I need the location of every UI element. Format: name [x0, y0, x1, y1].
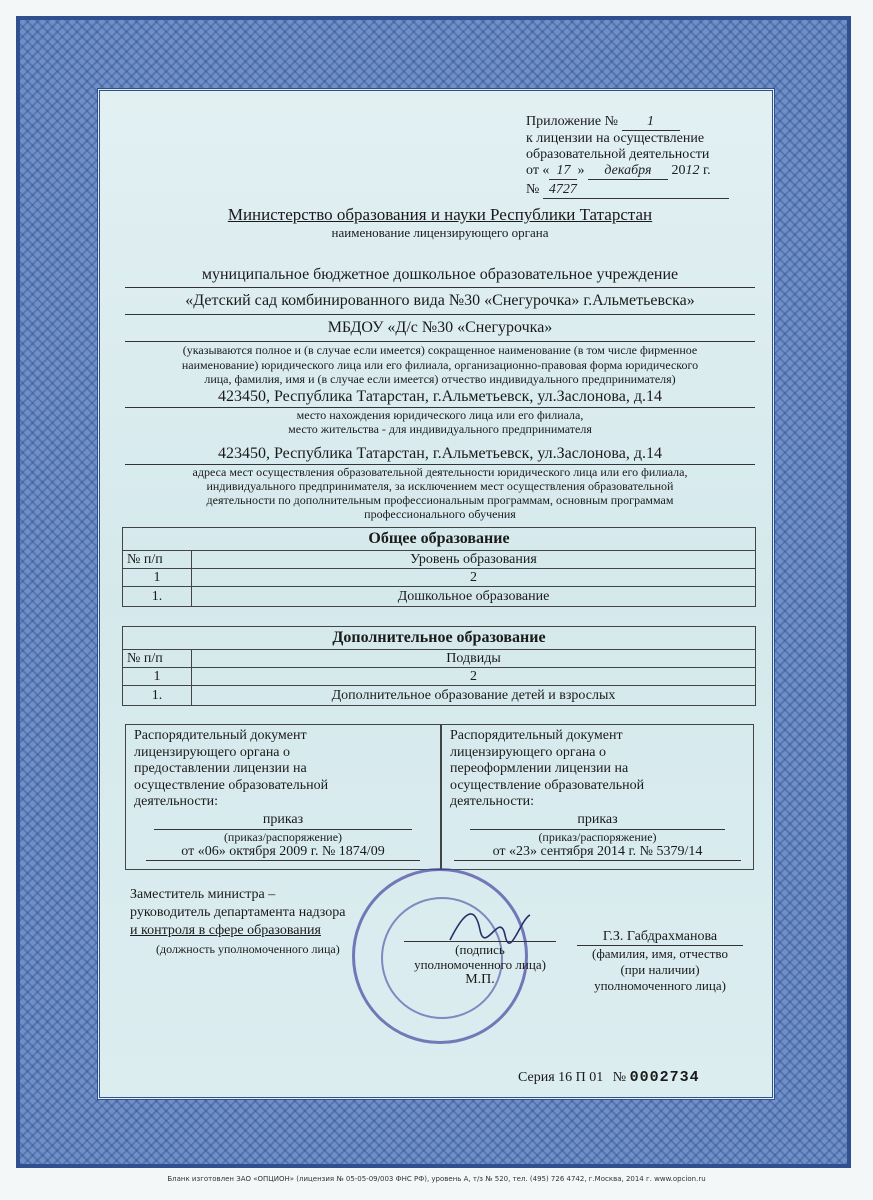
stamp-place-label: М.П. [465, 972, 495, 987]
reissue-l2: лицензирующего органа о [450, 744, 607, 760]
serial-label: Серия [518, 1070, 555, 1085]
reissue-l4: осуществление образовательной [450, 777, 645, 793]
general-idx2: 2 [192, 569, 756, 587]
issue-l3: предоставлении лицензии на [134, 761, 307, 776]
reissue-order-box [441, 724, 754, 870]
address-caption1: место нахождения юридического лица или его филиала, [296, 407, 584, 422]
org-line1: муниципальное бюджетное дошкольное образовательное учреждение [125, 262, 755, 288]
appendix-line1: к лицензии на осуществление [526, 131, 705, 146]
issue-doc-date: от «06» октября 2009 г. № 1874/09 [146, 844, 420, 862]
appendix-label: Приложение № [526, 114, 618, 129]
authority-block [140, 205, 740, 241]
name-caption3: уполномоченного лица) [594, 978, 726, 993]
additional-row-value: Дополнительное образование детей и взрослых [192, 686, 756, 706]
address-caption2: место жительства - для индивидуального предпринимателя [288, 421, 592, 436]
activity-caption3: деятельности по дополнительным профессиональным программам, основным программам [206, 492, 674, 507]
issue-doc-caption: (приказ/распоряжение) [223, 829, 343, 844]
additional-idx2: 2 [192, 668, 756, 686]
activity-caption1: адреса мест осуществления образовательной деятельности юридического лица или его филиала, [192, 464, 688, 479]
org-caption3: лица, фамилия, имя и (в случае если имеется) отчество индивидуального предпринимателя) [204, 372, 676, 386]
name-caption2: (при наличии) [620, 962, 700, 977]
appendix-year-prefix: 20 [671, 163, 686, 178]
additional-education-title: Дополнительное образование [123, 627, 756, 650]
signatory-name-block [577, 929, 743, 994]
signature-caption2: уполномоченного лица) [414, 957, 546, 972]
general-idx1: 1 [123, 569, 192, 587]
serial-series: 16 П 01 [558, 1070, 604, 1085]
activity-address: 423450, Республика Татарстан, г.Альметьевск, ул.Заслонова, д.14 [125, 444, 755, 465]
authority-name: Министерство образования и науки Республики Татарстан [227, 205, 653, 224]
general-education-title: Общее образование [123, 528, 756, 551]
additional-education-table [122, 626, 756, 706]
appendix-number: 1 [622, 114, 680, 131]
printer-footer: Бланк изготовлен ЗАО «ОПЦИОН» (лицензия № 05-05-09/003 ФНС РФ), уровень А, т/з № 520, тел. (495) 726 4742, г.Москва, 2014 г. www.opcion.ru [167, 1175, 706, 1183]
position-line1: Заместитель министра – [130, 887, 276, 902]
signature-line [404, 941, 556, 987]
general-col-no: № п/п [123, 551, 192, 569]
authority-caption: наименование лицензирующего органа [331, 225, 549, 240]
appendix-year-suffix: 12 [685, 163, 700, 178]
signatory-name: Г.З. Габдрахманова [577, 929, 743, 946]
serial-no-label: № [612, 1070, 627, 1085]
org-caption1: (указываются полное и (в случае если имеется) сокращенное наименование (в том числе фирменное [182, 343, 698, 357]
org-caption2: наименование) юридического лица или его филиала, организационно-правовая форма юридического [181, 357, 699, 372]
activity-caption2: индивидуального предпринимателя, за исключением мест осуществления образовательной [206, 478, 674, 493]
appendix-no-label: № [526, 182, 540, 197]
issue-l4: осуществление образовательной [134, 777, 329, 793]
appendix-year-end: г. [702, 163, 711, 178]
issue-l5: деятельности: [134, 794, 219, 809]
reissue-doc-date: от «23» сентября 2014 г. № 5379/14 [454, 844, 741, 862]
general-col-level: Уровень образования [192, 551, 756, 569]
license-number: 4727 [543, 182, 729, 199]
position-line2: руководитель департамента надзора [130, 905, 346, 920]
reissue-doc-type: приказ [470, 811, 725, 830]
org-address: 423450, Республика Татарстан, г.Альметьевск, ул.Заслонова, д.14 [125, 387, 755, 408]
issue-doc-type: приказ [154, 811, 412, 830]
organization-block [125, 262, 755, 521]
issue-l1: Распорядительный документ [134, 728, 307, 743]
general-education-table [122, 527, 756, 607]
issue-l2: лицензирующего органа о [134, 744, 291, 760]
reissue-l1: Распорядительный документ [450, 728, 623, 743]
appendix-day: 17 [549, 163, 577, 180]
signatory-position [130, 886, 345, 958]
general-row-no: 1. [123, 587, 192, 607]
appendix-line2: образовательной деятельности [526, 147, 710, 162]
reissue-l5: деятельности: [450, 794, 535, 809]
additional-col-no: № п/п [123, 650, 192, 668]
name-caption1: (фамилия, имя, отчество [592, 946, 728, 961]
appendix-header [526, 114, 729, 199]
general-row-value: Дошкольное образование [192, 587, 756, 607]
org-short-name: МБДОУ «Д/с №30 «Снегурочка» [125, 315, 755, 342]
additional-col-subtype: Подвиды [192, 650, 756, 668]
org-line2: «Детский сад комбинированного вида №30 «Снегурочка» г.Альметьевска» [125, 288, 755, 315]
additional-idx1: 1 [123, 668, 192, 686]
appendix-date-from: от « [526, 163, 550, 178]
additional-row-no: 1. [123, 686, 192, 706]
appendix-date-mid: » [577, 163, 585, 178]
signature-caption1: (подпись [455, 942, 505, 957]
issue-order-box [125, 724, 441, 870]
position-caption: (должность уполномоченного лица) [156, 942, 340, 956]
position-line3: и контроля в сфере образования [130, 923, 321, 938]
blank-serial [518, 1069, 700, 1086]
appendix-month: декабря [588, 163, 668, 180]
reissue-doc-caption: (приказ/распоряжение) [538, 829, 657, 844]
activity-caption4: профессионального обучения [364, 506, 516, 521]
reissue-l3: переоформлении лицензии на [450, 761, 629, 776]
serial-number: 0002734 [629, 1069, 700, 1086]
